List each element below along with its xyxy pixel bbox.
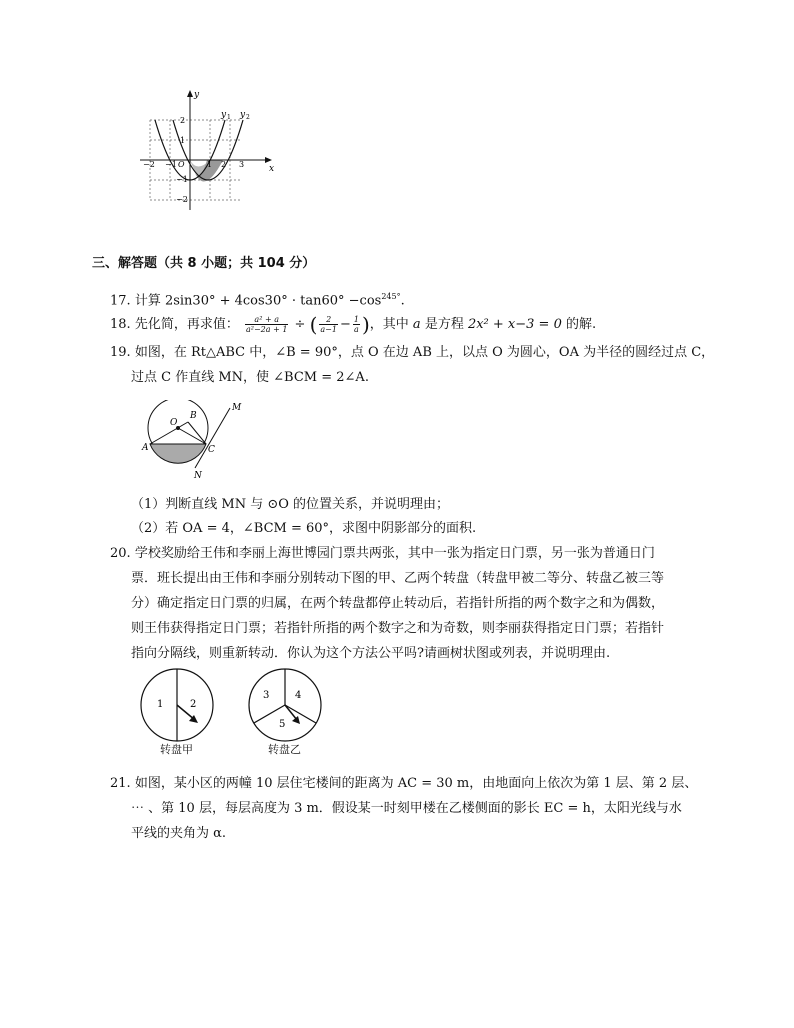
label-B: B: [190, 411, 197, 421]
question-18-tail1: ，其中: [369, 317, 413, 332]
question-20-line5: 指向分隔线，则重新转动．你认为这个方法公平吗?请画树状图或列表，并说明理由.: [131, 646, 611, 661]
question-18-var: a: [412, 317, 421, 332]
spinner-jia-number: 1: [157, 699, 164, 710]
question-17: [110, 288, 405, 310]
question-20-text: 学校奖励给王伟和李丽上海世博园门票共两张，其中一张为指定日门票，另一张为普通日门: [134, 546, 655, 561]
spinner-jia-number: 2: [190, 699, 197, 710]
spinner-yi-number: 4: [295, 690, 302, 701]
question-18: 18. 先化简，再求值： $\frac{\text{a² + a}}{\text{a²−2a + 1}}$ ÷ ( $\frac{2}{a-1}$ − $\frac{1}{a}$ )，其中 a 是方程 2x² + x−3 = 0 的解.: [110, 312, 597, 337]
axis-y-label: y: [194, 90, 200, 100]
question-21-line2: ⋯ 、第 10 层，每层高度为 3 m．假设某一时刻甲楼在乙楼侧面的影长 EC = h，太阳光线与水: [131, 801, 682, 816]
curve2-sub: 2: [246, 114, 250, 121]
question-18-tail3: 的解.: [561, 317, 597, 332]
question-20-line4: 则王伟获得指定日门票；若指针所指的两个数字之和为奇数，则李丽获得指定日门票；若指针: [131, 621, 665, 636]
question-17-sup: 245°: [381, 292, 401, 301]
label-A: A: [142, 443, 149, 453]
label-N: N: [194, 471, 202, 480]
curve2-label: y: [240, 110, 246, 120]
section-title: 三、解答题（共 8 小题；共 104 分）: [92, 256, 316, 271]
question-18-lead: 先化简，再求值：: [134, 317, 239, 332]
tick-x: −1: [165, 160, 177, 169]
question-17-text: 计算 2sin30° + 4cos30° · tan60° −cos: [134, 293, 382, 309]
question-20-line2: 票．班长提出由王伟和李丽分别转动下图的甲、乙两个转盘（转盘甲被二等分、转盘乙被三等: [131, 571, 665, 586]
question-21-text: 如图，某小区的两幢 10 层住宅楼间的距离为 AC = 30 m，由地面向上依次为第 1 层、第 2 层、: [134, 776, 698, 791]
tick-y: −1: [176, 175, 188, 184]
minus-sign: −: [339, 317, 351, 332]
fraction-3: $\frac{1}{a}$: [353, 315, 359, 334]
tick-x: O: [178, 160, 185, 169]
question-number: 18.: [110, 317, 131, 332]
fraction-2: $\frac{2}{a-1}$: [320, 315, 337, 334]
spinner-yi-number: 5: [279, 719, 286, 730]
division-sign: ÷: [294, 317, 306, 332]
label-O: O: [170, 418, 178, 428]
tick-y: 1: [180, 136, 186, 145]
question-number: 21.: [110, 776, 131, 791]
tick-x: 3: [239, 160, 245, 169]
parabola-graph: [135, 85, 285, 215]
tick-x: 1: [207, 160, 213, 169]
question-18-tail2: 是方程: [420, 317, 468, 332]
question-19-line1: [110, 344, 714, 362]
question-21-line3: 平线的夹角为 α.: [131, 826, 227, 841]
question-17-end: .: [400, 293, 405, 309]
question-18-equation: 2x² + x−3 = 0: [467, 317, 562, 332]
question-20-line3: 分）确定指定日门票的归属，在两个转盘都停止转动后，若指针所指的两个数字之和为偶数，: [131, 596, 665, 611]
curve1-sub: 1: [227, 114, 231, 121]
tick-y: 2: [180, 116, 186, 125]
label-M: M: [232, 403, 242, 413]
label-C: C: [208, 445, 215, 455]
question-19-text: 如图，在 Rt△ABC 中，∠B = 90°，点 O 在边 AB 上，以点 O 为圆心，OA 为半径的圆经过点 C，: [134, 345, 715, 360]
spinner-yi-number: 3: [263, 690, 270, 701]
curve1-label: y: [221, 110, 227, 120]
fraction-1: $\frac{\text{a² + a}}{\text{a²−2a + 1}}$: [245, 315, 288, 334]
question-number: 19.: [110, 345, 131, 360]
question-19-sub1: （1）判断直线 MN 与 ⊙O 的位置关系，并说明理由；: [131, 497, 450, 512]
tick-x: −2: [143, 160, 155, 169]
circle-figure: [140, 400, 250, 480]
question-19-sub2: （2）若 OA = 4，∠BCM = 60°，求图中阴影部分的面积.: [131, 521, 477, 536]
question-19-line2: 过点 C 作直线 MN，使 ∠BCM = 2∠A.: [131, 370, 369, 385]
question-20-line1: [110, 545, 655, 563]
tick-x: 2: [221, 160, 227, 169]
spinner-jia-label: 转盘甲: [160, 743, 193, 756]
question-number: 17.: [110, 293, 131, 309]
spinner-yi-label: 转盘乙: [268, 743, 301, 756]
axis-x-label: x: [269, 164, 275, 174]
tick-y: −2: [176, 195, 188, 204]
question-number: 20.: [110, 546, 131, 561]
question-21-line1: [110, 775, 697, 793]
